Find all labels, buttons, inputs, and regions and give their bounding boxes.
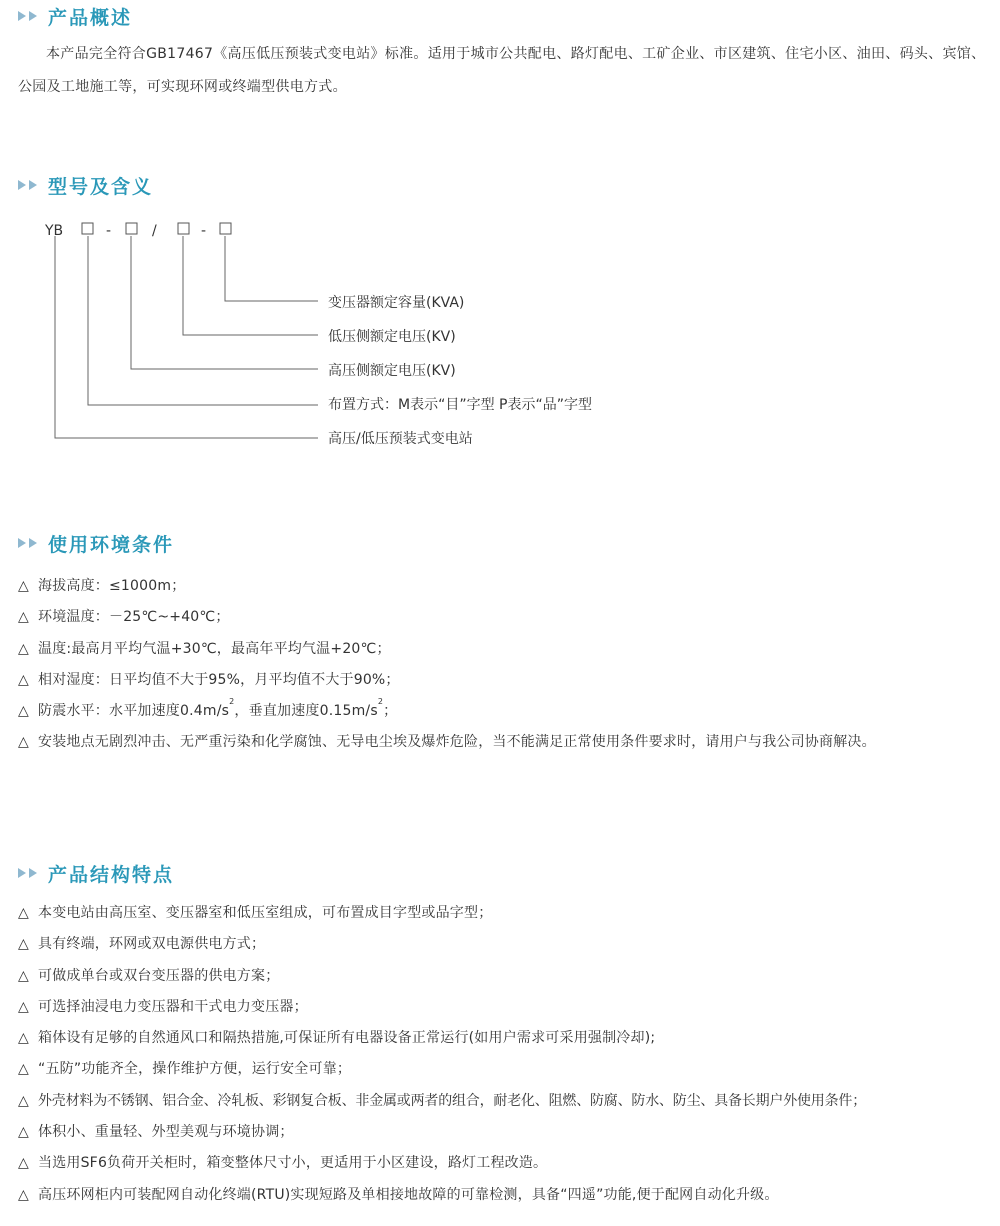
- list-item: △ 箱体设有足够的自然通风口和隔热措施,可保证所有电器设备正常运行(如用户需求可采用强制冷却);: [18, 1023, 993, 1054]
- list-item: △ 高压环网柜内可装配网自动化终端(RTU)实现短路及单相接地故障的可靠检测，具备“四遥”功能,便于配网自动化升级。: [18, 1180, 993, 1211]
- overview-paragraph: 本产品完全符合GB17467《高压低压预装式变电站》标准。适用于城市公共配电、路灯配电、工矿企业、市区建筑、住宅小区、油田、码头、宾馆、公园及工地施工等，可实现环网或终端型供电方式。: [18, 46, 986, 95]
- double-arrow-icon: [18, 11, 40, 21]
- model-label: 高压侧额定电压(KV): [328, 363, 456, 379]
- model-label: 低压侧额定电压(KV): [328, 329, 456, 345]
- section-environment-heading: [18, 528, 174, 558]
- model-label: 变压器额定容量(KVA): [328, 295, 465, 311]
- triangle-bullet-icon: △: [18, 936, 29, 953]
- list-item: △ 具有终端，环网或双电源供电方式；: [18, 929, 993, 960]
- triangle-bullet-icon: △: [18, 967, 29, 984]
- structure-list: [18, 898, 993, 1211]
- double-arrow-icon: [18, 538, 40, 548]
- list-item: △ 相对湿度：日平均值不大于95%，月平均值不大于90%；: [18, 665, 993, 696]
- section-title: 产品结构特点: [48, 863, 175, 886]
- list-item: △ 体积小、重量轻、外型美观与环境协调；: [18, 1117, 993, 1148]
- triangle-bullet-icon: △: [18, 640, 29, 657]
- connector-line: [88, 236, 318, 405]
- triangle-bullet-icon: △: [18, 905, 29, 921]
- triangle-bullet-icon: △: [18, 671, 29, 688]
- connector-line: [55, 236, 318, 438]
- section-overview-heading: [18, 1, 132, 31]
- triangle-bullet-icon: △: [18, 1155, 29, 1172]
- model-label: 布置方式：M表示“目”字型 P表示“品”字型: [328, 397, 592, 413]
- list-item: △ 防震水平：水平加速度$0.4m/s^2$，垂直加速度$0.15m/s^2$；: [18, 696, 993, 727]
- model-prefix: YB: [45, 223, 64, 239]
- triangle-bullet-icon: △: [18, 1092, 29, 1109]
- connector-line: [183, 236, 318, 335]
- double-arrow-icon: [18, 180, 40, 190]
- section-title: 产品概述: [48, 6, 133, 29]
- section-title: 型号及含义: [48, 175, 154, 198]
- list-item: △ 可做成单台或双台变压器的供电方案；: [18, 961, 993, 992]
- code-dash-1: -: [106, 223, 112, 239]
- list-item: △ 当选用SF6负荷开关柜时，箱变整体尺寸小，更适用于小区建设，路灯工程改造。: [18, 1148, 993, 1179]
- triangle-bullet-icon: △: [18, 998, 29, 1015]
- list-item: △ 可选择油浸电力变压器和干式电力变压器；: [18, 992, 993, 1023]
- list-item: △ 海拔高度：≤1000m；: [18, 571, 993, 602]
- list-item: △ 本变电站由高压室、变压器室和低压室组成，可布置成目字型或品字型；: [18, 898, 993, 929]
- triangle-bullet-icon: △: [18, 609, 29, 626]
- triangle-bullet-icon: △: [18, 703, 29, 720]
- code-dash-2: -: [201, 223, 207, 239]
- code-box-1: [82, 223, 93, 234]
- double-arrow-icon: [18, 868, 40, 878]
- list-item: △ 外壳材料为不锈钢、铝合金、冷轧板、彩钢复合板、非金属或两者的组合，耐老化、阻燃、防腐、防水、防尘、具备长期户外使用条件；: [18, 1086, 993, 1117]
- model-code-diagram: [0, 212, 700, 452]
- section-title: 使用环境条件: [48, 533, 175, 556]
- list-item: △ 环境温度：－25℃~+40℃；: [18, 602, 993, 633]
- triangle-bullet-icon: △: [18, 1124, 29, 1141]
- environment-list: [18, 571, 993, 758]
- section-structure-heading: [18, 858, 174, 888]
- connector-line: [225, 236, 318, 301]
- list-item: △ “五防”功能齐全，操作维护方便，运行安全可靠；: [18, 1054, 993, 1085]
- triangle-bullet-icon: △: [18, 1061, 29, 1078]
- code-box-4: [220, 223, 231, 234]
- section-model-heading: [18, 170, 153, 200]
- list-item: △ 安装地点无剧烈冲击、无严重污染和化学腐蚀、无导电尘埃及爆炸危险，当不能满足正常使用条件要求时，请用户与我公司协商解决。: [18, 727, 993, 758]
- code-box-3: [178, 223, 189, 234]
- triangle-bullet-icon: △: [18, 1186, 29, 1203]
- triangle-bullet-icon: △: [18, 578, 29, 594]
- list-item: △ 温度:最高月平均气温+30℃，最高年平均气温+20℃；: [18, 634, 993, 665]
- code-box-2: [126, 223, 137, 234]
- code-slash: /: [152, 223, 157, 239]
- model-label: 高压/低压预装式变电站: [328, 431, 473, 447]
- triangle-bullet-icon: △: [18, 734, 29, 751]
- triangle-bullet-icon: △: [18, 1030, 29, 1047]
